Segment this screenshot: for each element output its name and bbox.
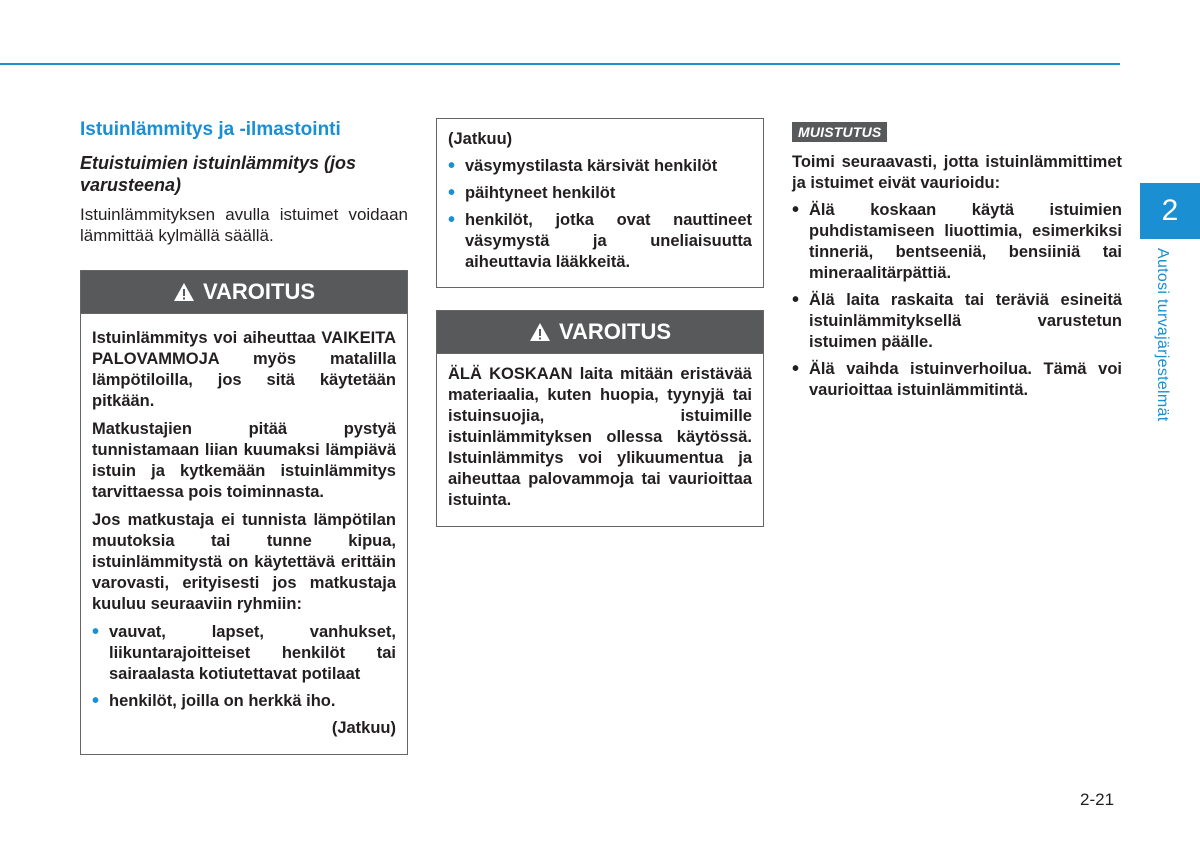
warning-body [437, 354, 763, 526]
list-item: • päihtyneet henkilöt [448, 183, 752, 204]
intro-text: Istuinlämmityksen avulla istuimet voidaan lämmittää kylmällä säällä. [80, 205, 408, 245]
list-item: • henkilöt, jotka ovat nauttineet väsymystä ja uneliaisuutta aiheuttavia lääkkeitä. [448, 210, 752, 273]
column-left [80, 118, 408, 755]
warning-paragraph: Matkustajien pitää pystyä tunnistamaan liian kuumaksi lämpiävä istuin ja kytkemään istuinlämmitys tarvittaessa pois toiminnasta. [92, 420, 396, 501]
chapter-title: Autosi turvajärjestelmät [1154, 248, 1171, 422]
note-body [792, 152, 1122, 401]
sub-title: Etuistuimien istuinlämmitys (jos varusteena) [80, 153, 357, 195]
list-item: • vauvat, lapset, vanhukset, liikuntarajoitteiset henkilöt tai sairaalasta kotiutettavat potilaat [92, 622, 396, 685]
header-rule [0, 63, 1120, 65]
list-item: • Älä laita raskaita tai teräviä esineitä istuinlämmityksellä varustetun istuimen päälle. [792, 290, 1122, 353]
warning-triangle-icon [173, 282, 195, 302]
list-item: • Älä vaihda istuinverhoilua. Tämä voi vaurioittaa istuinlämmitintä. [792, 359, 1122, 401]
continued-label: (Jatkuu) [331, 719, 396, 737]
warning-paragraph: Jos matkustaja ei tunnista lämpötilan muutoksia tai tunne kipua, istuinlämmitystä on käytettävä erittäin varovasti, erityisesti jos matkustaja kuuluu seuraaviin ryhmiin: [92, 511, 396, 613]
note-tag: MUISTUTUS [792, 122, 887, 142]
warning-bullet-list [92, 622, 396, 712]
list-item: • Älä koskaan käytä istuimien puhdistamiseen liuottimia, esimerkiksi tinneriä, bentseeniä, bensiiniä tai mineraalitärpättiä. [792, 200, 1122, 284]
continued-bullet-list [448, 156, 752, 273]
warning-box-seat-heater [80, 270, 408, 755]
warning-header-label: VAROITUS [202, 279, 316, 304]
continued-box [436, 118, 764, 288]
column-middle [436, 118, 764, 527]
note-intro: Toimi seuraavasti, jotta istuinlämmittimet ja istuimet eivät vaurioidu: [792, 153, 1122, 192]
warning-header [437, 311, 763, 354]
warning-header-label: VAROITUS [558, 319, 672, 344]
warning-header [81, 271, 407, 314]
section-title: Istuinlämmitys ja -ilmastointi [80, 119, 341, 140]
warning-paragraph: Istuinlämmitys voi aiheuttaa VAIKEITA PALOVAMMOJA myös matalilla lämpötiloilla, jos sitä käytetään pitkään. [92, 329, 396, 410]
chapter-tab: 2 [1140, 183, 1200, 239]
warning-paragraph: ÄLÄ KOSKAAN laita mitään eristävää materiaalia, kuten huopia, tyynyjä tai istuinsuojia, istuimille istuinlämmityksen ollessa käytössä. Istuinlämmitys voi ylikuumentua ja aiheuttaa palovammoja tai vaurioittaa istuinta. [448, 365, 752, 509]
list-item: • väsymystilasta kärsivät henkilöt [448, 156, 752, 177]
continued-heading: (Jatkuu) [448, 130, 513, 148]
column-right [792, 122, 1122, 407]
list-item: • henkilöt, joilla on herkkä iho. [92, 691, 396, 712]
warning-body [81, 314, 407, 754]
page-number: 2-21 [1080, 790, 1115, 809]
warning-triangle-icon [529, 322, 551, 342]
note-bullet-list [792, 200, 1122, 401]
warning-box-insulation [436, 310, 764, 527]
